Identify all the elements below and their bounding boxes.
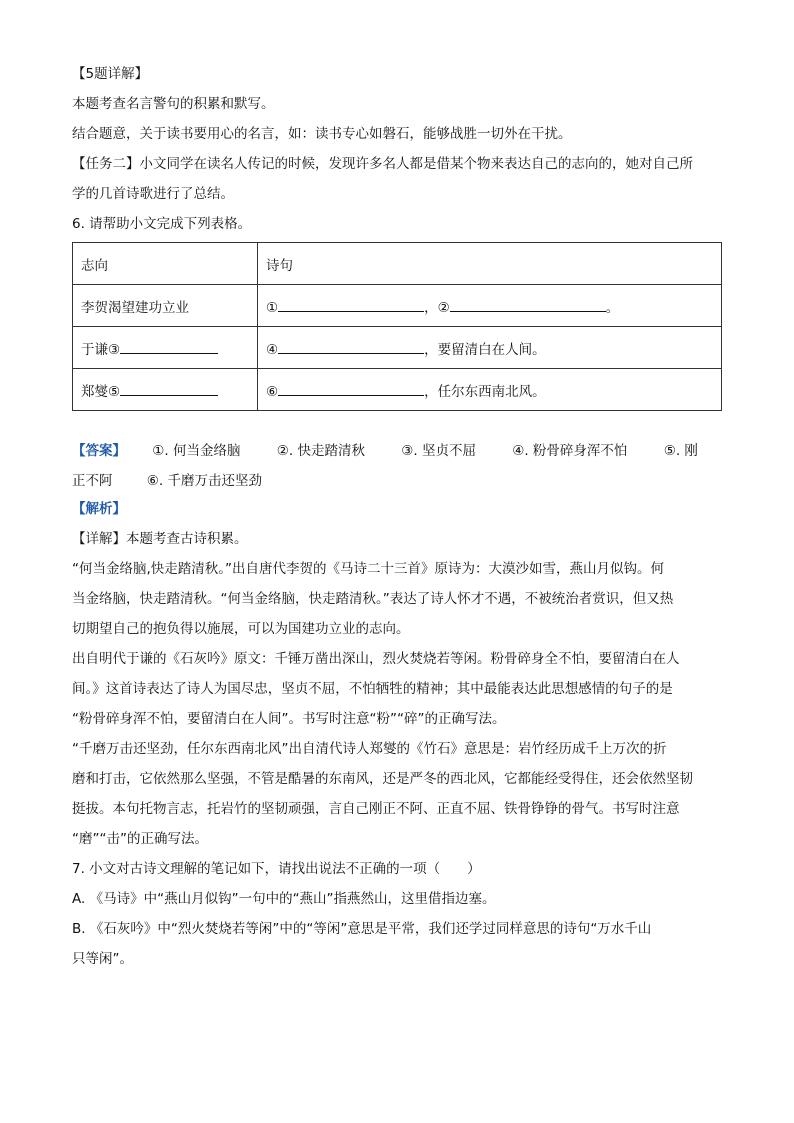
answer-blank[interactable] [120, 381, 218, 396]
q6-stem: 6. 请帮助小文完成下列表格。 [72, 216, 252, 232]
table-header-row [73, 243, 722, 285]
blank-marker: ④ [266, 341, 279, 358]
answer-label: 【答案】 [72, 443, 126, 459]
aim-cell [73, 369, 258, 411]
para2-line-2: 间。》这首诗表达了诗人为国尽忠，坚贞不屈，不怕牺牲的精神；其中最能表达此思想感情的句子的是 [72, 681, 673, 697]
q7-option-a: A. 《马诗》中“燕山月似钩”一句中的“燕山”指燕然山，这里借指边塞。 [72, 891, 496, 907]
para3-line-3: 挺拔。本句托物言志，托岩竹的坚韧顽强，言自己刚正不阿、正直不屈、铁骨铮铮的骨气。书写时注意 [72, 801, 680, 817]
detail-line [72, 527, 724, 557]
aim-cell: 李贺渴望建功立业 [73, 285, 258, 327]
detail-label: 【详解】 [72, 531, 126, 547]
answer-blank[interactable] [450, 297, 606, 312]
answer-2: ②. 快走踏清秋 [276, 443, 365, 459]
blank-marker: ① [266, 299, 279, 316]
answer-blank[interactable] [278, 297, 424, 312]
aim-label: 郑燮⑤ [81, 383, 121, 400]
line-end: 。 [605, 299, 620, 316]
answer-6: ⑥. 千磨万击还坚劲 [146, 473, 262, 489]
blank-marker: ⑥ [266, 383, 279, 400]
answer-5: ⑤. 刚 [663, 443, 698, 459]
page-content [72, 62, 724, 977]
q7-stem: 7. 小文对古诗文理解的笔记如下，请找出说法不正确的一项（ ） [72, 861, 481, 877]
poem-cell [258, 369, 722, 411]
para3-line-2: 磨和打击，它依然那么坚强，不管是酷暑的东南风，还是严冬的西北风，它都能经受得住，还会依然坚韧 [72, 771, 693, 787]
table-row [73, 285, 722, 327]
answer-4: ④. 粉骨碎身浑不怕 [512, 443, 628, 459]
table-row [73, 369, 722, 411]
detail-text: 本题考查古诗积累。 [126, 531, 248, 547]
task2-line-1: 【任务二】小文同学在读名人传记的时候，发现许多名人都是借某个物来表达自己的志向的，她对自己所 [72, 156, 693, 172]
q5-title: 【5题详解】 [72, 66, 149, 82]
para2-line-1: 出自明代于谦的《石灰吟》原文：千锤万凿出深山，烈火焚烧若等闲。粉骨碎身全不怕，要留清白在人 [72, 651, 680, 667]
q5-line-2: 结合题意，关于读书要用心的名言，如：读书专心如磐石，能够战胜一切外在干扰。 [72, 126, 572, 142]
aim-label: 于谦③ [81, 341, 121, 358]
poem-tail: ，要留清白在人间。 [424, 341, 546, 358]
answer-5-cont: 正不阿 [72, 473, 113, 489]
q7-option-b-line-2: 只等闲”。 [72, 951, 133, 967]
analysis-label: 【解析】 [72, 501, 126, 517]
spacer [72, 411, 724, 437]
answer-1: ①. 何当金络脑 [152, 443, 241, 459]
answer-blank[interactable] [278, 339, 424, 354]
poem-cell [258, 327, 722, 369]
table-header-aim: 志向 [73, 243, 258, 285]
poem-tail: ，任尔东西南北风。 [424, 383, 546, 400]
blank-separator: ，② [424, 299, 450, 316]
aim-cell [73, 327, 258, 369]
task2-line-2: 学的几首诗歌进行了总结。 [72, 186, 234, 202]
q5-line-1: 本题考查名言警句的积累和默写。 [72, 96, 275, 112]
para1-line-1: “何当金络脑,快走踏清秋。”出自唐代李贺的《马诗二十三首》原诗为：大漠沙如雪，燕山月似钩。何 [72, 561, 665, 577]
answer-3: ③. 坚贞不屈 [401, 443, 476, 459]
answer-row-1 [72, 437, 724, 467]
para1-line-2: 当金络脑，快走踏清秋。“何当金络脑，快走踏清秋。”表达了诗人怀才不遇，不被统治者赏识，但又热 [72, 591, 674, 607]
answer-blank[interactable] [278, 381, 424, 396]
poem-cell [258, 285, 722, 327]
answer-row-2 [72, 467, 724, 497]
para3-line-4: “磨”“击”的正确写法。 [72, 831, 208, 847]
table-header-poem: 诗句 [258, 243, 722, 285]
aspiration-table [72, 242, 722, 411]
para1-line-3: 切期望自己的抱负得以施展，可以为国建功立业的志向。 [72, 621, 410, 637]
para2-line-3: “粉骨碎身浑不怕，要留清白在人间”。书写时注意“粉”“碎”的正确写法。 [72, 711, 506, 727]
para3-line-1: “千磨万击还坚劲，任尔东西南北风”出自清代诗人郑燮的《竹石》意思是：岩竹经历成千上万次的折 [72, 741, 667, 757]
table-row [73, 327, 722, 369]
q7-option-b-line-1: B. 《石灰吟》中“烈火焚烧若等闲”中的“等闲”意思是平常，我们还学过同样意思的诗句“万水千山 [72, 921, 652, 937]
answer-blank[interactable] [120, 339, 218, 354]
